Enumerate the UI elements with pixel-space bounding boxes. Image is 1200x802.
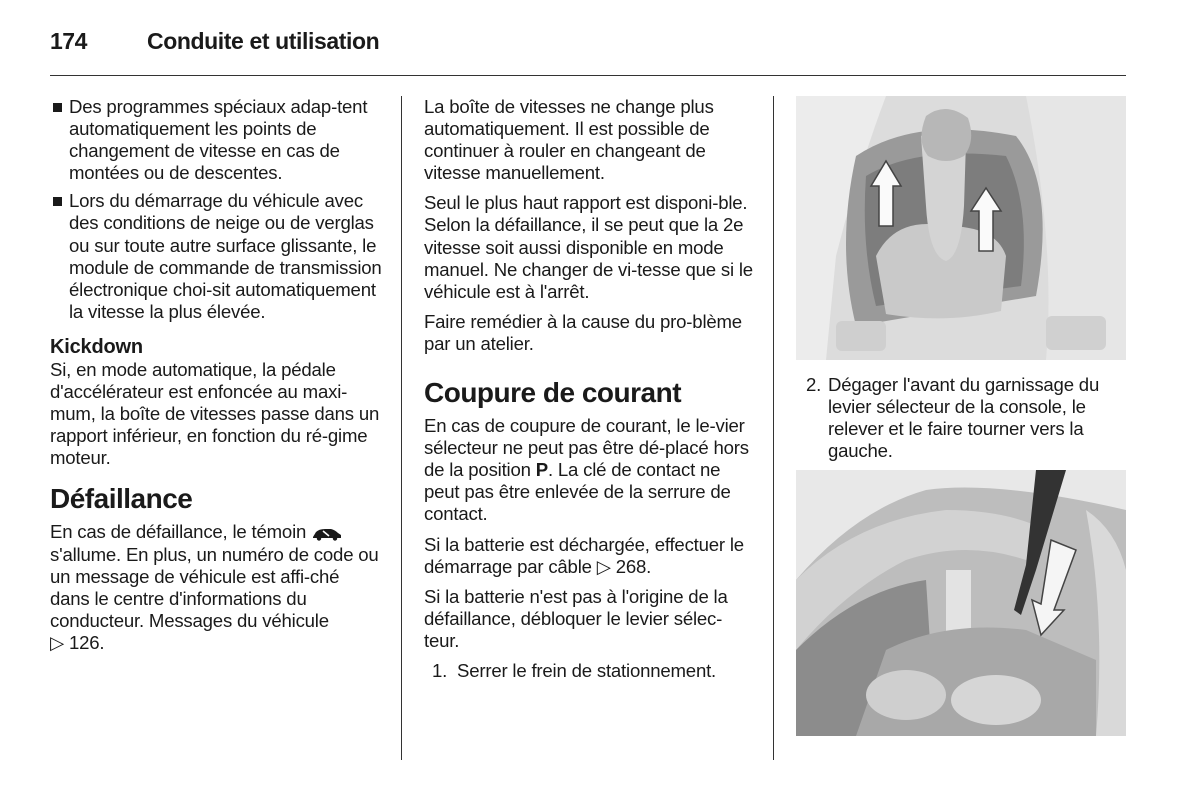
paragraph: Si la batterie n'est pas à l'origine de la défaillance, débloquer le levier sélec-teur. [424,585,728,651]
bullet-list [50,96,382,323]
paragraph: Si la batterie est déchargée, effectuer le démarrage par câble ▷ 268. [424,533,744,577]
page-number: 174 [50,28,87,54]
column-2 [424,96,756,682]
defaillance-heading: Défaillance [50,483,193,515]
paragraph: Faire remédier à la cause du pro-blème par un atelier. [424,310,742,354]
column-3-text [806,374,1131,462]
gear-lever-illustration [796,96,1126,360]
list-item: Lors du démarrage du véhicule avec des conditions de neige ou de verglas ou sur toute autre surface glissante, le module de commande de transmission électronique choi-sit automatiquement la vitesse la plus élevée. [50,190,382,323]
kickdown-heading: Kickdown [50,335,143,358]
console-trim-illustration [796,470,1126,736]
coupure-heading: Coupure de courant [424,377,682,409]
xref-arrow-icon[interactable]: ▷ [596,555,611,577]
bullet-icon [53,197,62,206]
xref-arrow-icon[interactable]: ▷ [50,631,65,653]
column-divider-2 [773,96,774,760]
xref-page[interactable]: 126. [68,631,105,653]
column-1 [50,96,382,662]
step-2: 2. Dégager l'avant du garnissage du levier sélecteur de la console, le relever et le faire tourner vers la gauche. [806,374,1100,462]
step-1: 1. Serrer le frein de stationnement. [432,659,717,681]
position-p: P [535,459,548,481]
section-title: Conduite et utilisation [147,28,380,54]
list-item: Des programmes spéciaux adap-tent automatiquement les points de changement de vitesse en cas de montées ou de descentes. [50,96,382,184]
bullet-icon [53,103,62,112]
paragraph: En cas de coupure de courant, le le-vier sélecteur ne peut pas être dé-placé hors de la position P. La clé de contact ne peut pas être enlevée de la serrure de contact. [424,415,749,525]
column-divider-1 [401,96,402,760]
kickdown-text: Si, en mode automatique, la pédale d'accélérateur est enfoncée au maxi-mum, la boîte de vitesses passe dans un rapport inférieur, en fonction du ré-gime moteur. [50,358,380,469]
defaillance-text: En cas de défaillance, le témoin s'allume. En plus, un numéro de code ou un message de véhicule est affi-ché dans le centre d'informations du conducteur. Messages du véhicule ▷ 126. [50,521,379,653]
paragraph: La boîte de vitesses ne change plus automatiquement. Il est possible de continuer à rouler en changeant de vitesse manuellement. [424,96,714,184]
header-rule [50,75,1126,76]
car-wrench-icon [311,527,343,541]
xref-page[interactable]: 268. [615,555,652,577]
paragraph: Seul le plus haut rapport est disponi-ble. Selon la défaillance, il se peut que la 2e vitesse soit aussi disponible en mode manuel. Ne changer de vi-tesse que si le véhicule est à l'arrêt. [424,192,753,302]
